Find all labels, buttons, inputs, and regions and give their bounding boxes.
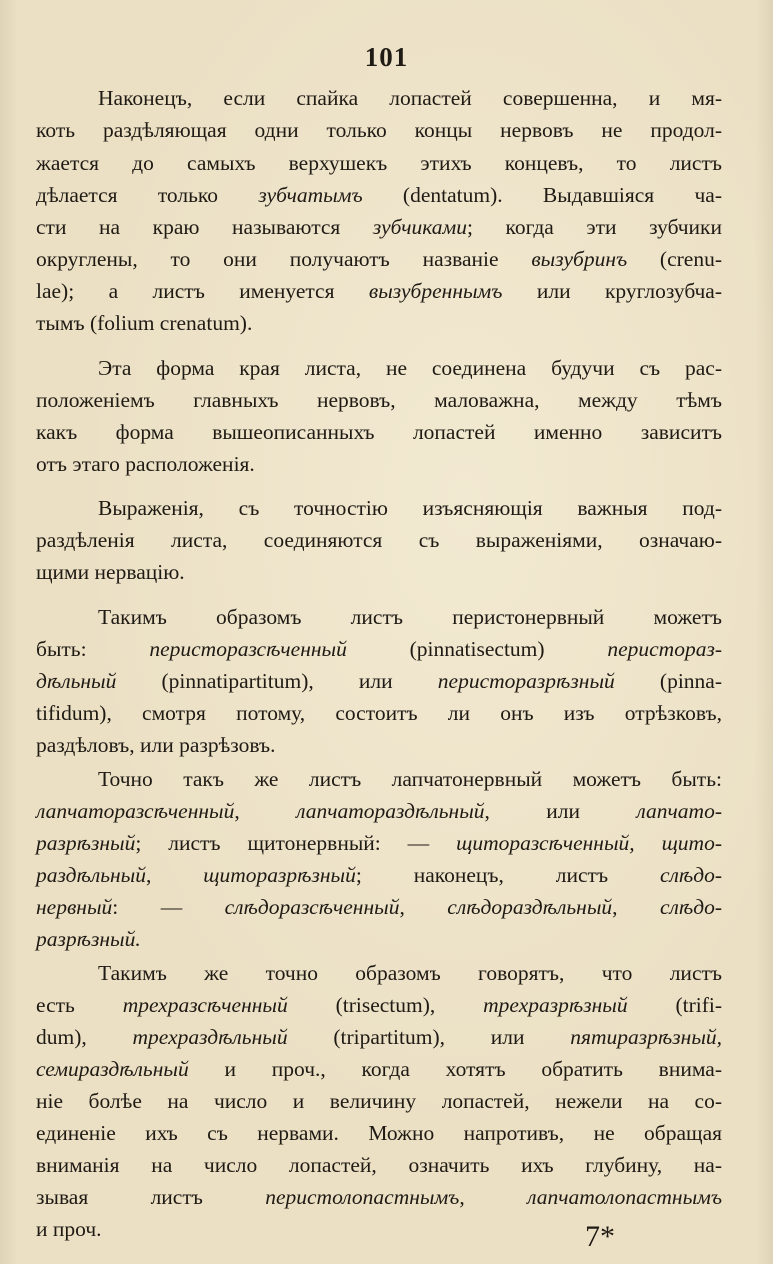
text-line — [36, 1213, 722, 1245]
text-line — [36, 1181, 722, 1213]
text-line — [36, 795, 722, 827]
text-segment: (trisectum), — [287, 993, 484, 1017]
text-segment: зывая листъ — [36, 1185, 266, 1209]
text-line — [36, 729, 722, 761]
text-segment: Такимъ образомъ листъ перистонервный можетъ — [98, 605, 722, 629]
text-segment: Такимъ же точно образомъ говорятъ, что листъ — [98, 961, 722, 985]
text-line — [36, 179, 722, 211]
text-line — [36, 957, 722, 989]
italic-term: слѣдо- — [659, 895, 723, 919]
text-segment: тымъ (folium crenatum). — [36, 311, 253, 335]
text-segment: Наконецъ, если спайка лопастей совершенна, и мя- — [98, 86, 722, 110]
page-number: 101 — [364, 42, 409, 72]
text-line — [36, 82, 722, 114]
text-segment: Эта форма края листа, не соединена будучи съ рас- — [98, 356, 722, 380]
text-line — [36, 524, 722, 556]
italic-term: слѣдоразсѣченный — [224, 895, 400, 919]
italic-term: перистолопастнымъ — [265, 1185, 460, 1209]
text-line — [36, 556, 722, 588]
text-line — [36, 1149, 722, 1181]
text-segment: и проч., когда хотятъ обратить внима- — [188, 1057, 722, 1081]
text-segment: , — [145, 863, 204, 887]
text-segment: единенiе ихъ съ нервами. Можно напротивъ, не обращая — [36, 1121, 722, 1145]
italic-term: трехразсѣченный — [122, 993, 288, 1017]
italic-term: пятиразрѣзный, — [570, 1025, 723, 1049]
text-segment: щими нервацiю. — [36, 560, 185, 584]
text-segment: (crenu- — [627, 247, 722, 271]
text-segment: или круглозубча- — [502, 279, 722, 303]
text-segment: , или — [484, 799, 637, 823]
text-line — [36, 416, 722, 448]
text-segment: (tripartitum), или — [287, 1025, 571, 1049]
italic-term: трехразрѣзный — [483, 993, 628, 1017]
italic-term: семираздѣльный — [36, 1057, 189, 1081]
text-line — [36, 1085, 722, 1117]
text-line — [36, 859, 722, 891]
text-segment: , — [459, 1185, 528, 1209]
italic-term: вызубринъ — [531, 247, 628, 271]
italic-term: вызубреннымъ — [368, 279, 503, 303]
text-segment: коть раздѣляющая одни только концы нервовъ не продол- — [36, 118, 722, 142]
text-segment: tifidum), смотря потому, состоитъ ли онъ изъ отрѣзковъ, — [36, 701, 722, 725]
italic-term: перисторазрѣзный — [437, 669, 615, 693]
italic-term: лапчато- — [636, 799, 722, 823]
italic-term: разрѣзный — [36, 831, 136, 855]
text-line — [36, 492, 722, 524]
italic-term: зубчатымъ — [258, 183, 363, 207]
text-segment: раздѣленiя листа, соединяются съ выраженiями, означаю- — [36, 528, 722, 552]
italic-term: лапчатораздѣльный — [296, 799, 485, 823]
text-line — [36, 384, 722, 416]
text-line — [36, 448, 722, 480]
italic-term: щиторазсѣченный, щито- — [456, 831, 722, 855]
text-line — [36, 989, 722, 1021]
text-line — [36, 211, 722, 243]
italic-term: слѣдораздѣльный — [447, 895, 613, 919]
text-line — [36, 275, 722, 307]
text-line — [36, 147, 722, 179]
text-line — [36, 114, 722, 146]
text-segment: раздѣловъ, или разрѣзовъ. — [36, 733, 276, 757]
text-segment: дѣлается только — [36, 183, 259, 207]
text-segment: (pinnatisectum) — [346, 637, 608, 661]
italic-term: лапчатолопастнымъ — [527, 1185, 723, 1209]
italic-term: щиторазрѣзный — [203, 863, 356, 887]
italic-term: нервный — [36, 895, 113, 919]
text-segment: нiе болѣе на число и величину лопастей, нежели на со- — [36, 1089, 722, 1113]
text-segment: и проч. — [36, 1217, 102, 1241]
text-segment: (trifi- — [627, 993, 723, 1017]
text-line — [36, 307, 722, 339]
text-segment: , — [612, 895, 660, 919]
text-line — [36, 923, 722, 955]
text-segment: сти на краю называются — [36, 215, 373, 239]
text-segment: (pinnatipartitum), или — [116, 669, 438, 693]
text-segment: : — — [112, 895, 225, 919]
italic-term: слѣдо- — [659, 863, 723, 887]
italic-term: раздѣльный — [36, 863, 146, 887]
text-segment: (dentatum). Выдавшiяся ча- — [362, 183, 722, 207]
text-segment: отъ этаго расположенiя. — [36, 452, 255, 476]
text-segment: ; когда эти зубчики — [466, 215, 722, 239]
italic-term: перистораз- — [607, 637, 722, 661]
text-line — [36, 891, 722, 923]
text-segment: положенiемъ главныхъ нервовъ, маловажна, между тѣмъ — [36, 388, 722, 412]
italic-term: зубчиками — [372, 215, 467, 239]
text-segment: Выраженiя, съ точностiю изъясняющiя важныя под- — [98, 496, 722, 520]
text-segment: округлены, то они получаютъ названiе — [36, 247, 532, 271]
italic-term: трехраздѣльный — [132, 1025, 288, 1049]
text-segment: Точно такъ же листъ лапчатонервный можетъ быть: — [98, 767, 722, 791]
italic-term: разрѣзный. — [36, 927, 141, 951]
italic-term: лапчаторазсѣченный — [36, 799, 235, 823]
text-segment: , — [234, 799, 297, 823]
text-segment: жается до самыхъ верхушекъ этихъ концевъ, то листъ — [36, 151, 722, 175]
text-segment: lae); а листъ именуется — [36, 279, 369, 303]
text-line — [36, 601, 722, 633]
text-line — [36, 243, 722, 275]
text-line — [36, 1117, 722, 1149]
text-line — [36, 352, 722, 384]
text-segment: какъ форма вышеописанныхъ лопастей именно зависитъ — [36, 420, 722, 444]
signature-mark: 7* — [585, 1220, 615, 1253]
text-segment: dum), — [36, 1025, 133, 1049]
text-segment: (pinna- — [614, 669, 722, 693]
italic-term: перисторазсѣченный — [149, 637, 347, 661]
text-line — [36, 763, 722, 795]
text-segment: , — [399, 895, 448, 919]
text-segment: ; листъ щитонервный: — — [135, 831, 457, 855]
text-segment: быть: — [36, 637, 150, 661]
text-line — [36, 697, 722, 729]
text-line — [36, 827, 722, 859]
text-line — [36, 665, 722, 697]
text-segment: вниманiя на число лопастей, означить ихъ глубину, на- — [36, 1153, 722, 1177]
text-line — [36, 633, 722, 665]
text-segment: есть — [36, 993, 123, 1017]
text-line — [36, 1053, 722, 1085]
italic-term: дѣльный — [36, 669, 117, 693]
text-segment: ; наконецъ, листъ — [355, 863, 660, 887]
text-line — [36, 1021, 722, 1053]
